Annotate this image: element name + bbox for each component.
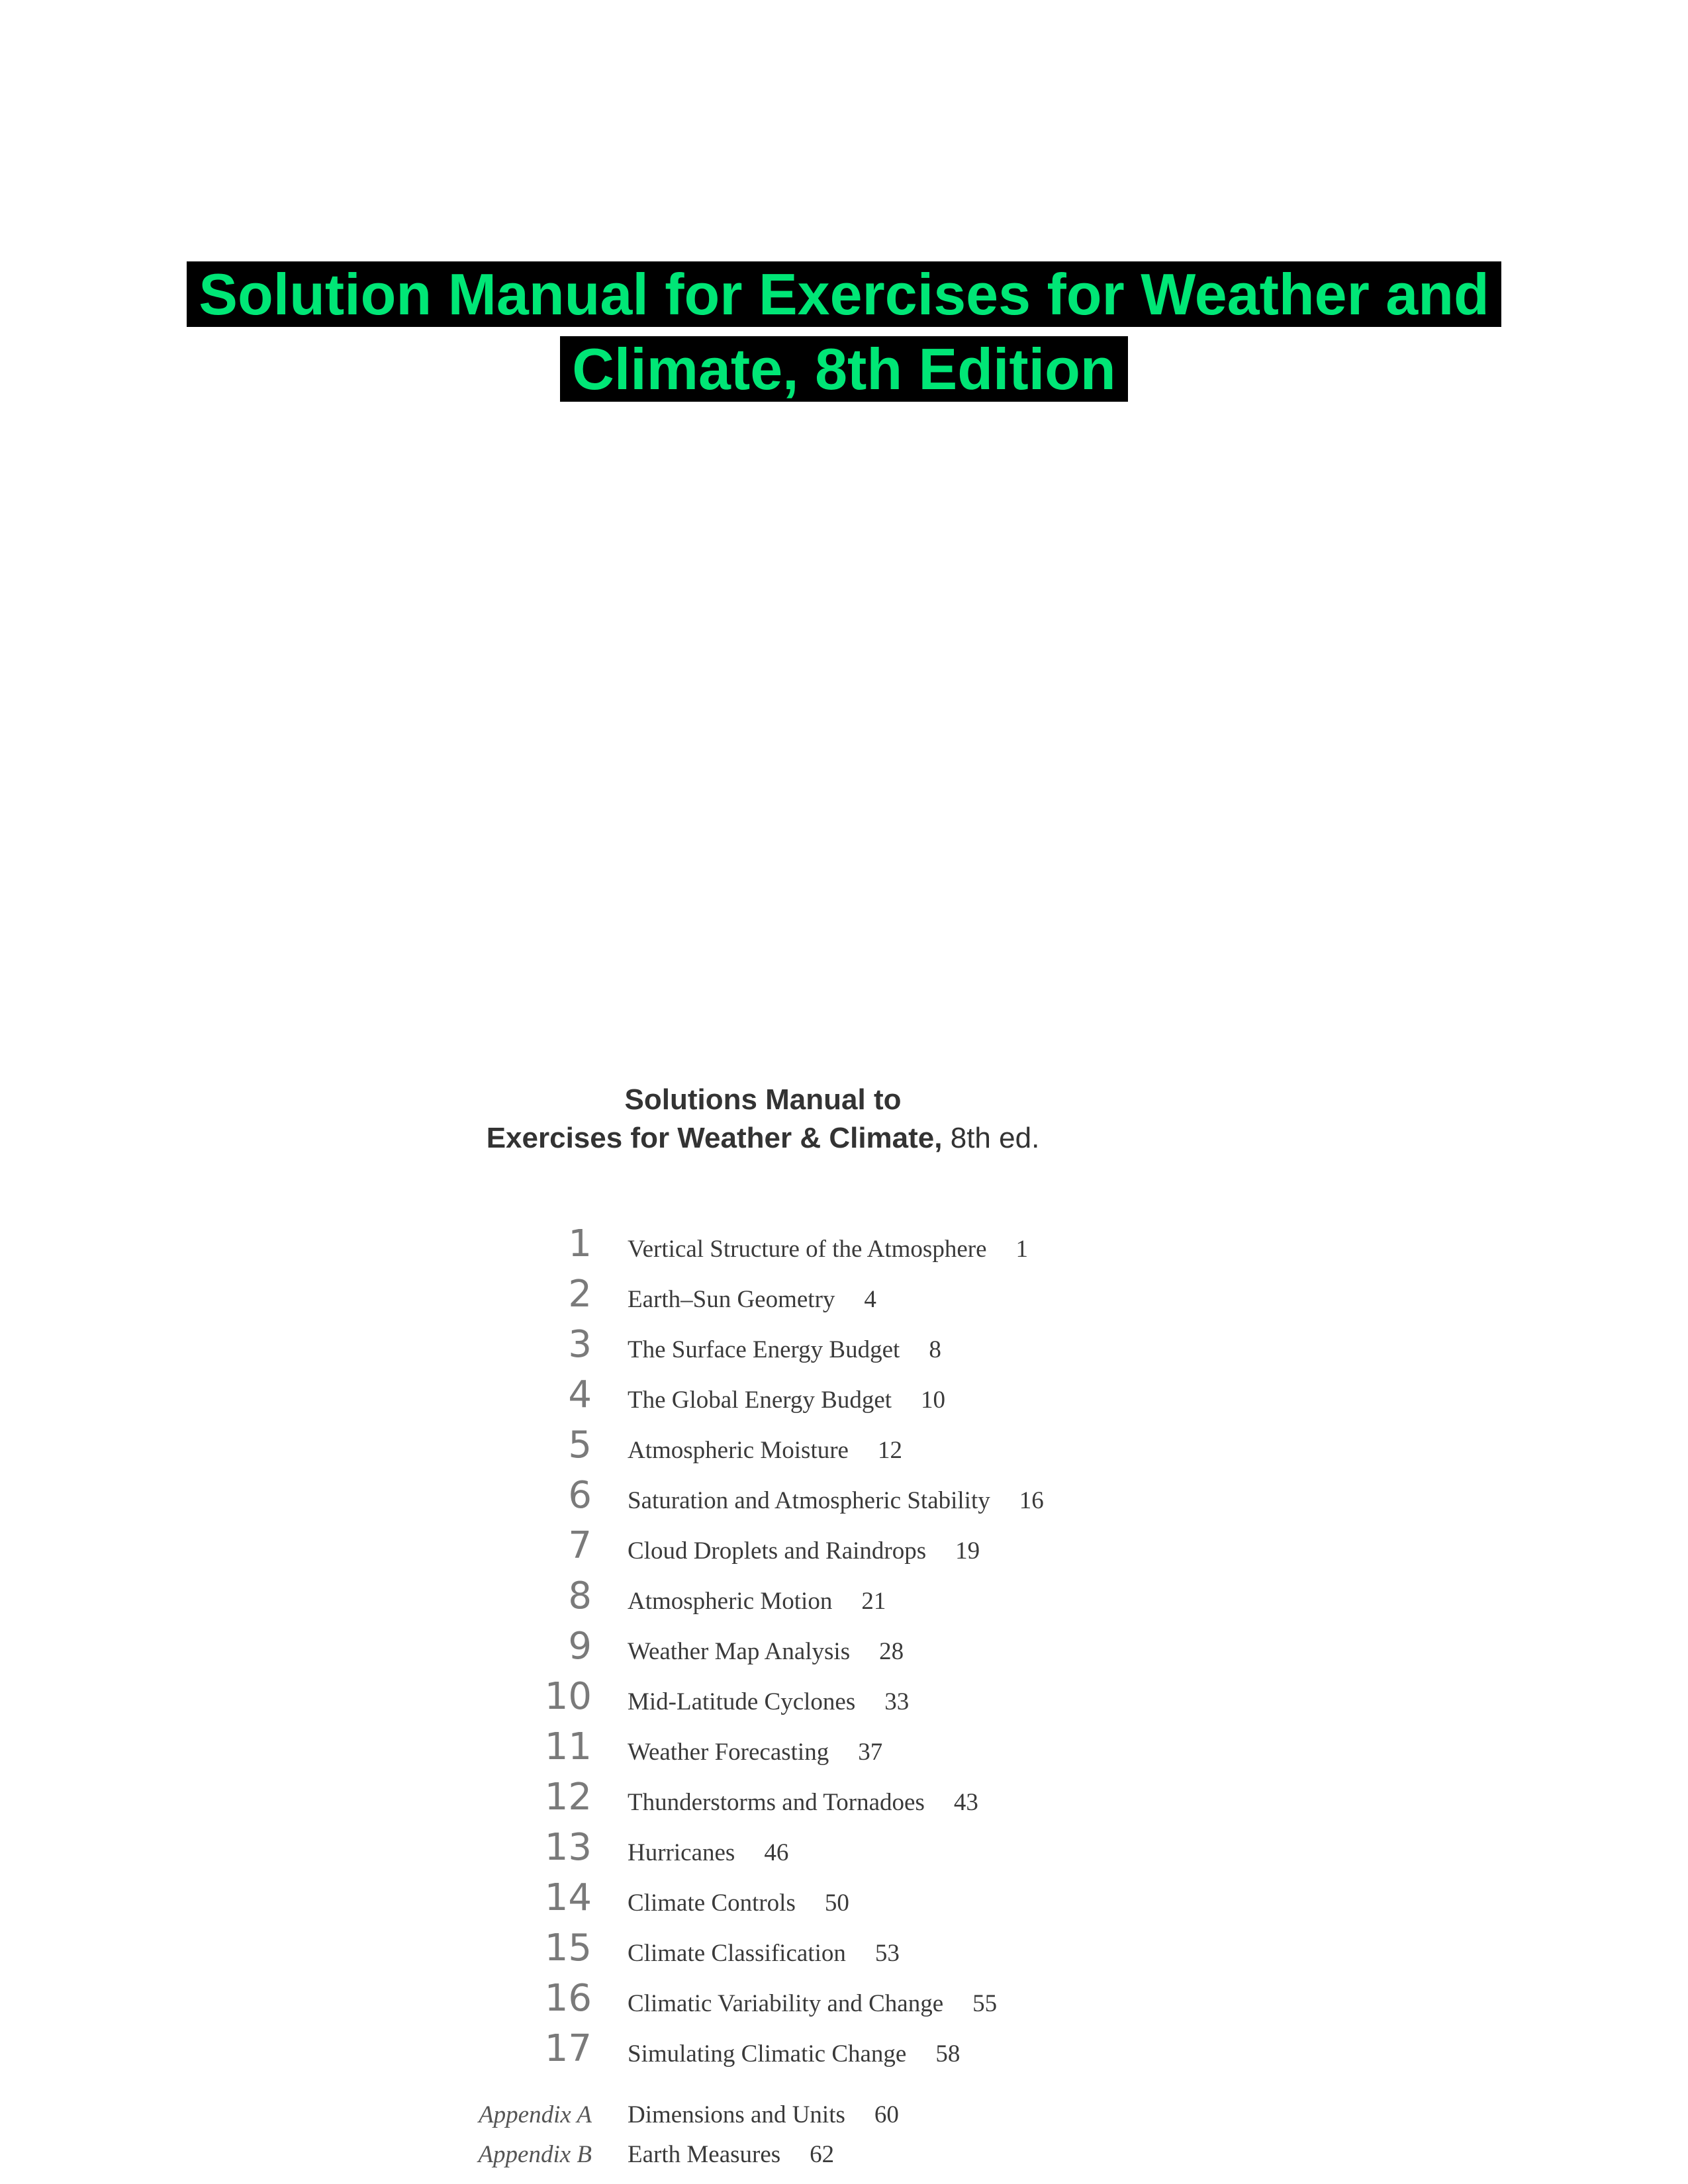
chapter-title <box>628 1639 904 1664</box>
chapter-title-text: The Global Energy Budget <box>628 1387 892 1414</box>
chapter-number: 14 <box>544 1876 592 1919</box>
toc-chapter-row <box>0 1419 1688 1469</box>
toc-chapter-row <box>0 1570 1688 1620</box>
chapter-number: 9 <box>568 1625 592 1668</box>
chapter-title <box>628 1287 876 1312</box>
toc-chapter-row <box>0 1520 1688 1570</box>
toc-chapter-row <box>0 1268 1688 1318</box>
chapter-title-text: Weather Map Analysis <box>628 1638 851 1665</box>
banner-line-1: Solution Manual for Exercises for Weather and <box>187 261 1501 327</box>
chapter-page-number: 33 <box>884 1688 910 1715</box>
appendix-label: Appendix A <box>479 2101 592 2128</box>
toc-chapter-row <box>0 1922 1688 1972</box>
chapter-title-text: Earth–Sun Geometry <box>628 1286 835 1313</box>
chapter-number: 1 <box>568 1222 592 1265</box>
heading-line-1: Solutions Manual to <box>624 1083 902 1116</box>
chapter-title <box>628 1237 1028 1261</box>
manual-heading <box>0 1081 1526 1158</box>
chapter-page-number: 53 <box>874 1940 900 1967</box>
toc-chapter-row <box>0 1821 1688 1872</box>
toc-chapter-row <box>0 1771 1688 1821</box>
chapter-title <box>628 1338 941 1362</box>
chapter-number: 15 <box>544 1927 592 1970</box>
heading-line-2 <box>0 1119 1526 1158</box>
chapter-title <box>628 2042 960 2066</box>
chapter-title-text: Climate Classification <box>628 1940 846 1967</box>
chapter-title <box>628 1488 1044 1513</box>
appendix-page-number: 60 <box>874 2101 899 2128</box>
chapter-page-number: 4 <box>864 1286 876 1313</box>
chapter-number: 2 <box>568 1273 592 1316</box>
chapter-title-text: Climate Controls <box>628 1889 796 1917</box>
chapter-title-text: Mid-Latitude Cyclones <box>628 1688 856 1715</box>
chapter-page-number: 46 <box>764 1839 789 1866</box>
chapter-number: 8 <box>568 1574 592 1617</box>
chapter-title-text: Simulating Climatic Change <box>628 2040 907 2068</box>
appendix-title-text: Earth Measures <box>628 2141 781 2168</box>
chapter-number: 4 <box>568 1373 592 1416</box>
chapter-number: 17 <box>544 2027 592 2070</box>
chapter-title <box>628 1740 882 1764</box>
chapter-title <box>628 1891 849 1915</box>
chapter-title-text: Atmospheric Moisture <box>628 1437 849 1464</box>
chapter-title-text: Cloud Droplets and Raindrops <box>628 1537 927 1565</box>
toc-chapter-row <box>0 2023 1688 2073</box>
chapter-title <box>628 1991 997 2016</box>
appendix-title-text: Dimensions and Units <box>628 2101 845 2128</box>
chapter-title-text: Hurricanes <box>628 1839 735 1866</box>
chapter-title-text: Thunderstorms and Tornadoes <box>628 1789 925 1816</box>
chapter-page-number: 50 <box>824 1889 849 1917</box>
chapter-number: 3 <box>568 1323 592 1366</box>
banner-line-2: Climate, 8th Edition <box>560 336 1127 402</box>
toc-chapter-row <box>0 1670 1688 1721</box>
appendix-title <box>628 2142 834 2167</box>
chapter-page-number: 58 <box>935 2040 961 2068</box>
toc-chapter-row <box>0 1369 1688 1419</box>
toc-chapter-row <box>0 1318 1688 1369</box>
chapter-page-number: 1 <box>1015 1236 1028 1263</box>
chapter-title-text: The Surface Energy Budget <box>628 1336 900 1363</box>
document-title-banner <box>0 257 1688 406</box>
appendix-label: Appendix B <box>478 2141 592 2168</box>
chapter-page-number: 12 <box>877 1437 902 1464</box>
chapter-title <box>628 1790 978 1815</box>
toc-chapter-row <box>0 1469 1688 1520</box>
toc-chapter-row <box>0 1218 1688 1268</box>
chapter-number: 5 <box>568 1424 592 1467</box>
chapter-title <box>628 1539 980 1563</box>
chapter-title-text: Weather Forecasting <box>628 1739 829 1766</box>
heading-edition: 8th ed. <box>950 1122 1040 1154</box>
chapter-number: 12 <box>544 1776 592 1819</box>
chapter-page-number: 55 <box>972 1990 998 2017</box>
toc-appendix-row <box>0 2123 1688 2173</box>
heading-book-title: Exercises for Weather & Climate, <box>486 1122 943 1154</box>
chapter-page-number: 43 <box>953 1789 978 1816</box>
chapter-title <box>628 1388 945 1412</box>
chapter-title <box>628 1589 886 1614</box>
appendix-page-number: 62 <box>810 2141 835 2168</box>
chapter-page-number: 37 <box>858 1739 883 1766</box>
chapter-page-number: 8 <box>929 1336 941 1363</box>
chapter-title-text: Vertical Structure of the Atmosphere <box>628 1236 987 1263</box>
chapter-number: 7 <box>568 1524 592 1567</box>
toc-chapter-row <box>0 1721 1688 1771</box>
chapter-number: 13 <box>544 1826 592 1869</box>
chapter-page-number: 19 <box>955 1537 980 1565</box>
chapter-title <box>628 1841 788 1865</box>
chapter-title-text: Atmospheric Motion <box>628 1588 833 1615</box>
toc-chapter-row <box>0 1620 1688 1670</box>
toc-chapter-row <box>0 1872 1688 1922</box>
chapter-title <box>628 1690 909 1714</box>
chapter-number: 6 <box>568 1474 592 1517</box>
chapter-number: 10 <box>544 1675 592 1718</box>
chapter-title-text: Climatic Variability and Change <box>628 1990 944 2017</box>
chapter-page-number: 28 <box>879 1638 904 1665</box>
chapter-title <box>628 1941 900 1966</box>
chapter-number: 16 <box>544 1977 592 2020</box>
toc-chapter-row <box>0 1972 1688 2023</box>
chapter-page-number: 21 <box>861 1588 886 1615</box>
chapter-page-number: 16 <box>1019 1487 1044 1514</box>
chapter-number: 11 <box>544 1725 592 1768</box>
chapter-title-text: Saturation and Atmospheric Stability <box>628 1487 990 1514</box>
chapter-title <box>628 1438 902 1463</box>
chapter-page-number: 10 <box>921 1387 946 1414</box>
